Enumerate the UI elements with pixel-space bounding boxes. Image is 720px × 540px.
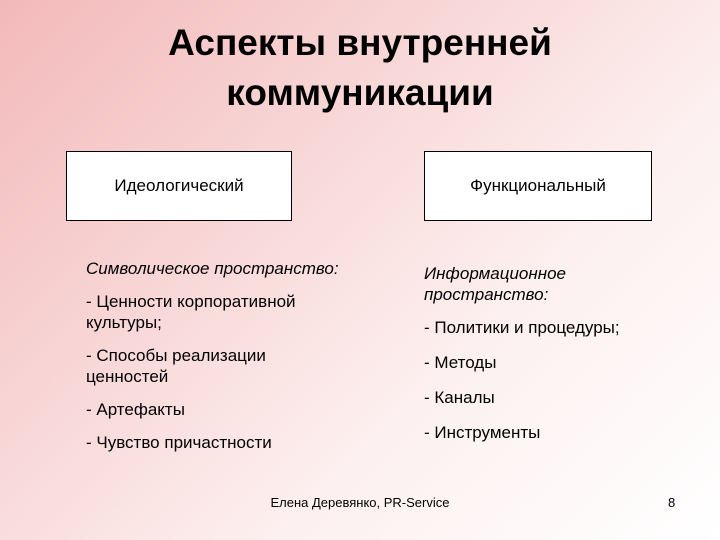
ideological-box (66, 151, 292, 221)
list-item: - Чувство причастности (86, 433, 272, 452)
functional-box (424, 151, 652, 221)
page-number: 8 (668, 495, 676, 510)
functional-column (424, 263, 684, 457)
ideological-box-label: Идеологический (114, 176, 244, 195)
slide-footer: Елена Деревянко, PR-Service (270, 495, 450, 510)
information-space-heading: Информационное пространство: (424, 264, 566, 304)
functional-box-label: Функциональный (470, 176, 606, 195)
list-item: - Политики и процедуры; (424, 318, 620, 337)
title-line-1: Аспекты внутренней (168, 22, 552, 63)
slide-title (0, 18, 720, 118)
symbolic-space-heading: Символическое пространство: (86, 259, 339, 278)
ideological-column (86, 258, 346, 465)
list-item: - Инструменты (424, 423, 541, 442)
list-item: - Артефакты (86, 400, 185, 419)
list-item: - Методы (424, 353, 497, 372)
title-line-2: коммуникации (226, 72, 494, 113)
list-item: - Способы реализации ценностей (86, 346, 266, 386)
list-item: - Ценности корпоративной культуры; (86, 292, 296, 332)
list-item: - Каналы (424, 388, 495, 407)
